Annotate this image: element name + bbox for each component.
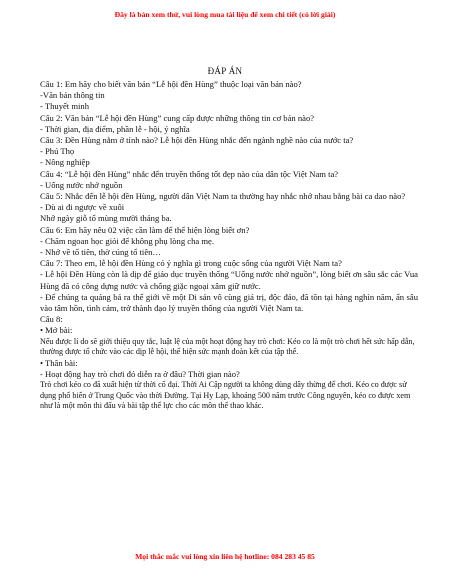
answer-line: - Nhớ về tổ tiên, thờ cúng tổ tiên… xyxy=(40,247,162,258)
question-2: Câu 2: Văn bản “Lễ hội đền Hùng” cung cấp được những thông tin cơ bản nào? xyxy=(40,112,315,123)
hotline-notice: Mọi thắc mắc vui lòng xin liên hệ hotline: 084 283 45 85 xyxy=(135,552,315,561)
answer-line: Nhớ ngày giỗ tổ mùng mười tháng ba. xyxy=(40,213,172,224)
answer-line: - Thời gian, địa điểm, phần lễ - hội, ý nghĩa xyxy=(40,123,190,134)
intro-paragraph: Nếu được lí do sẽ giới thiệu quy tắc, luật lệ của một hoạt động hay trò chơi: Kéo co là một trò chơi hết sức hấp dẫn, thường được tổ chức vào các dịp lễ hội, thể hiện sức mạnh đoàn kết của tập thể. xyxy=(40,336,415,357)
question-5: Câu 5: Nhắc đến lễ hội đền Hùng, người dân Việt Nam ta thường hay nhắc nhớ nhau bằng bài ca dao nào? xyxy=(40,191,406,202)
answer-line: - Nông nghiệp xyxy=(40,157,90,168)
section-heading-body: • Thân bài: xyxy=(40,357,78,368)
answer-line: - Thuyết minh xyxy=(40,101,90,112)
answer-line: -Văn bản thông tin xyxy=(40,90,105,101)
answer-line: - Hoạt động hay trò chơi đó diễn ra ở đâu? Thời gian nào? xyxy=(40,369,240,380)
answer-line: - Dù ai đi ngược về xuôi xyxy=(40,202,125,213)
answer-paragraph: - Để chúng ta quảng bá ra thế giới về một Di sản vô cùng giá trị, độc đáo, đã tồn tại hàng nghìn năm, ẩn sâu vào tâm hồn, tình cảm, trở thành đạo lý truyền thống của người Việt Nam ta. xyxy=(40,291,418,314)
question-8: Câu 8: xyxy=(40,314,63,325)
page-title: ĐÁP ÁN xyxy=(207,66,243,76)
section-heading-intro: • Mở bài: xyxy=(40,325,73,336)
preview-notice: Đây là bản xem thử, vui lòng mua tài liệu để xem chi tiết (có lời giải) xyxy=(114,10,336,19)
answer-line: - Chăm ngoan học giỏi để không phụ lòng cha mẹ. xyxy=(40,235,214,246)
question-1: Câu 1: Em hãy cho biết văn bản “Lễ hội đền Hùng” thuộc loại văn bản nào? xyxy=(40,79,302,89)
answer-paragraph: - Lễ hội Đền Hùng còn là dịp để giáo dục truyền thống “Uống nước nhớ nguồn”, lòng biết ơn sâu sắc các Vua Hùng đã có công dựng nước và chống giặc ngoại xâm giữ nước. xyxy=(40,269,418,291)
body-paragraph: Trò chơi kéo co đã xuất hiện từ thời cổ đại. Thời Ai Cập người ta không dùng dây thừng để chơi. Kéo co được sử dụng phổ biến ở Trung Quốc vào thời Đường. Tại Hy Lạp, khoảng 500 năm trước Công nguyên, kéo co được xem như là một môn thi đấu và bài tập thể lực cho các môn thể thao khác. xyxy=(40,380,411,411)
answer-line: - Uống nước nhớ nguồn xyxy=(40,179,123,190)
question-6: Câu 6: Em hãy nêu 02 việc cần làm để thể hiện lòng biết ơn? xyxy=(40,224,250,235)
question-7: Câu 7: Theo em, lễ hội đền Hùng có ý nghĩa gì trong cuộc sống của người Việt Nam ta? xyxy=(40,258,342,269)
question-3: Câu 3: Đền Hùng nằm ở tỉnh nào? Lễ hội đền Hùng nhắc đến ngành nghề nào của nước ta? xyxy=(40,135,354,146)
question-4: Câu 4: “Lễ hội đền Hùng” nhắc đến truyền thống tốt đẹp nào của dân tộc Việt Nam ta? xyxy=(40,168,339,179)
answer-body xyxy=(40,79,418,412)
answer-line: - Phú Thọ xyxy=(40,146,75,157)
